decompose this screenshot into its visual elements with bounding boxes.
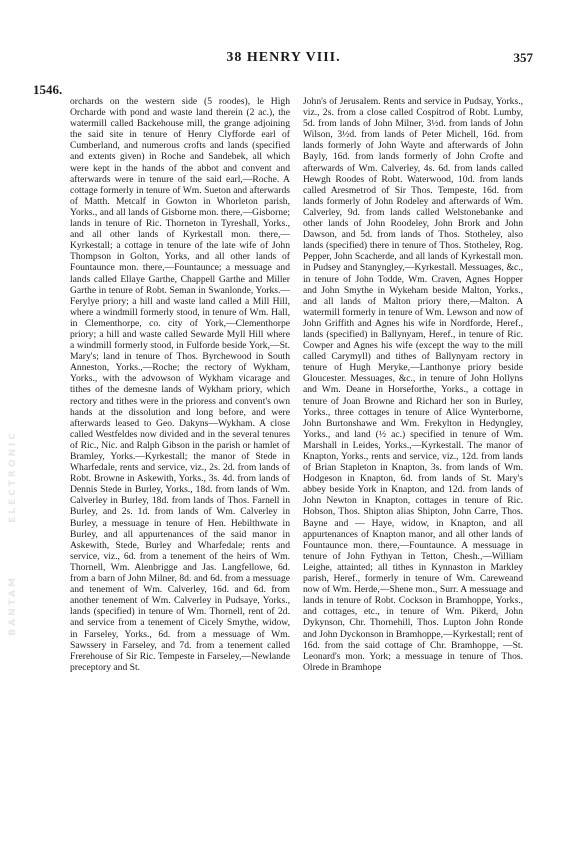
- text-column-left: orchards on the western side (5 roodes), le High Orcharde with pond and waste land therein (2 ac.), the watermill called Backehouse mill, the grange adjoining the said site in tenure of Henry Clyfforde earl of Cumberland, and numerous crofts and lands (specified and extents given) in Roche and Sandebek, all which were kept in the hands of the abbot and convent and afterwards were in tenure of the said earl,—Roche. A cottage formerly in tenure of Wm. Sueton and afterwards of Matth. Metcalf in Gowton in Whorleton parish, Yorks., and all lands of Gisborne mon. there,—Gisborne; lands in tenure of Ric. Thorneton in Tyreshall, Yorks., and all other lands of Kyrkestall mon. there,—Kyrkestall; a cottage in tenure of the late wife of John Thompson in Golton, Yorks, and all other lands of Fountaunce mon. there,—Fountaunce; a messuage and lands called Ellaye Garthe, Chappell Garthe and Miller Garthe in tenure of Robt. Seman in Swanlonde, Yorks.—Ferylye priory; a hill and waste land called a Mill Hill, where a windmill formerly stood, in tenure of Wm. Hall, in Clementhorpe, co. city of York,—Clementhorpe priory; a hill and waste called Sewarde Myll Hill where a windmill formerly stood, in Fulforde beside York,—St. Mary's; land in tenure of Thos. Byrchewood in South Anneston, Yorks.,—Roche; the rectory of Wykham, Yorks., with the advowson of Wykham vicarage and tithes of the demesne lands of Wykham priory, which rectory and tithes were in the prioress and convent's own hands at the dissolution and long before, and were afterwards leased to Geo. Dakyns—Wykham. A close called Westfeldes now divided and in the several tenures of Ric., Nic. and Ralph Gibson in the parish or hamlet of Bramley, Yorks.—Kyrkestall; the manor of Stede in Wharfedale, rents and service, viz., 2s. 2d. from lands of Robt. Browne in Askewith, Yorks., 3s. 4d. from lands of Dennis Stede in Burley, Yorks., 18d. from lands of Wm. Calverley in Burley, 18d. from lands of Thos. Farnell in Burley, and 2s. 1d. from lands of Wm. Calverley in Burley, a messuage in tenure of Hen. Hebilthwate in Burley, and all appurtenances of the said manor in Askewith, Stede, Burley and Wharfedale; rents and service, viz., 6d. from a tenement of the heirs of Wm. Thornell, Wm. Alenbrigge and Jas. Langfellowe, 6d. from a barn of John Milner, 8d. and 6d. from a messuage and tenement of Wm. Calverley, 16d. and 6d. from another tenement of Wm. Calverley in Pudsaye, Yorks., lands (specified) in tenure of Wm. Thornell, rent of 2d. and service from a tenement of Cicely Smythe, widow, in Farseley, Yorks., 6d. from a messuage of Wm. Sawssery in Farseley, and 7d. from a tenement called Frerehouse of Sir Ric. Tempeste in Farseley,—Newlande preceptory and St.: [70, 96, 290, 673]
- running-title: 38 HENRY VIII.: [226, 50, 341, 65]
- watermark-bottom: BANTAM: [8, 575, 18, 636]
- margin-year: 1546.: [33, 82, 63, 97]
- text-column-right: John's of Jerusalem. Rents and service in Pudsay, Yorks., viz., 2s. from a close called Cospitrod of Robt. Lumby, 5d. from lands of John Milner, 3½d. from lands of John Wilson, 3½d. from lands of Peter Michell, 16d. from lands formerly of John Wayte and afterwards of John Bayly, 16d. from lands formerly of John Crofte and afterwards of Wm. Calverley, 4s. 6d. from lands called Hewgh Roodes of Robt. Waterwood, 10d. from lands called Aresmetrod of Sir Thos. Tempeste, 16d. from lands formerly of John Rodeley and afterwards of Wm. Calverley, 9d. from lands called Welstonebanke and other lands of John Roodeley, John Brork and John Dawson, and 5d. from lands of Thos. Stotheley, also lands (specified) there in tenure of Thos. Stotheley, Rog. Pepper, John Scacherde, and all lands of Kyrkestall mon. in Pudsey and Stanyngley,—Kyrkestall. Messuages, &c., in tenure of John Todde, Wm. Craven, Agnes Hopper and John Smythe in Wykeham beside Malton, Yorks., and all lands of Malton priory there,—Malton. A watermill formerly in tenure of Wm. Lewson and now of John Griffith and Agnes his wife in Nordforde, Heref., lands (specified) in Ballynyam, Heref., in tenure of Ric. Cowper and Agnes his wife (except the way to the mill called Carymyll) and tithes of Ballynyam rectory in tenure of Hugh Meryke,—Lanthonye priory beside Gloucester. Messuages, &c., in tenure of John Hollyns and Wm. Deane in Horseforthe, Yorks., a cottage in tenure of Joan Browne and Richard her son in Burley, Yorks., three cottages in tenure of Alice Wynterborne, John Burtonshawe and Wm. Frekylton in Hedyngley, Yorks., and land (½ ac.) specified in tenure of Wm. Marshall in Leides, Yorks.,—Kyrkestall. The manor of Knapton, Yorks., rents and service, viz., 12d. from lands of Brian Stapleton in Knapton, 3s. from lands of Wm. Hodgeson in Knapton, 6d. from lands of St. Mary's abbey beside York in Knapton, and 12d. from lands of John Newton in Knapton, cottages in tenure of Ric. Hobson, Thos. Shipton alias Shipton, John Carre, Thos. Bayne and — Haye, widow, in Knapton, and all appurtenances of Knapton manor, and all other lands of Fountaunce mon. there,—Fountaunce. A messuage in tenure of John Fythyan in Tetton, Chesh.,—William Leighe, attainted; all tithes in Kynnaston in Markley parish, Heref., formerly in tenure of Wm. Careweand now of Wm. Herde,—Shene mon., Surr. A messuage and lands in tenure of Robt. Cockson in Bramhoppe, Yorks., and cottages, etc., in tenure of Wm. Pikerd, John Dykynson, Chr. Thornehill, Thos. Lupton John Ronde and John Dyckonson in Bramhoppe,—Kyrkestall; rent of 16d. from the said cottage of Chr. Bramhoppe, —St. Leonard's mon. York; a messuage in tenure of Thos. Olrede in Bramhope: [303, 96, 523, 673]
- watermark-top: ELECTRONIC: [8, 430, 18, 523]
- page-number: 357: [513, 50, 533, 65]
